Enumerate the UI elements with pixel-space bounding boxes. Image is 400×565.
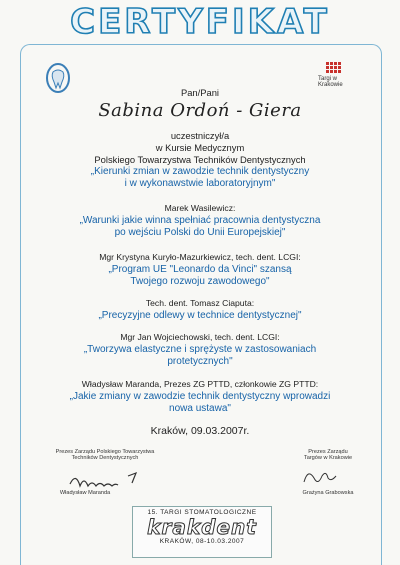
course-title-line-2: i w wykonawstwie laboratoryjnym" xyxy=(124,178,276,189)
course-title-line-1: „Kierunki zmian w zawodzie technik dentystyczny xyxy=(90,166,310,177)
lecture-speaker: Mgr Krystyna Kuryło-Mazurkiewicz, tech. dent. LCGI: xyxy=(99,252,301,262)
right-signature xyxy=(300,466,350,488)
lecture-title: „Jakie zmiany w zawodzie technik dentystyczny wprowadzi xyxy=(69,391,331,402)
lecture-title: protetycznych" xyxy=(167,356,233,367)
right-signatory-name: Grażyna Grabowska xyxy=(302,490,354,496)
left-role-line-2: Techników Dentystycznych xyxy=(71,455,139,462)
lecture-title: nowa ustawa" xyxy=(169,403,231,414)
right-role-line-1: Prezes Zarządu xyxy=(308,449,348,455)
left-signature xyxy=(68,470,148,492)
right-role-line-2: Targów w Krakowie xyxy=(303,455,353,462)
krakdent-banner xyxy=(132,506,272,558)
lecture-title: „Program UE "Leonardo da Vinci" szansą xyxy=(108,264,292,275)
lecture-speaker: Władysław Maranda, Prezes ZG PTTD, członkowie ZG PTTD: xyxy=(81,379,319,389)
targi-logo-text: Targi w Krakowie xyxy=(318,76,343,88)
certificate-title: CERTYFIKAT xyxy=(70,2,330,42)
issue-date: Kraków, 09.03.2007r. xyxy=(150,425,250,437)
krakdent-logo-text: krakdent xyxy=(147,515,257,539)
participant-name: Sabina Ordoń - Giera xyxy=(98,100,302,121)
salutation: Pan/Pani xyxy=(180,87,220,98)
left-role-line-1: Prezes Zarządu Polskiego Towarzystwa xyxy=(55,449,155,455)
left-signatory-role xyxy=(40,449,170,462)
lecture-speaker: Mgr Jan Wojciechowski, tech. dent. LCGI: xyxy=(120,332,280,342)
banner-event-line: 15. TARGI STOMATOLOGICZNE xyxy=(147,509,257,516)
course-line: w Kursie Medycznym xyxy=(155,142,245,153)
lecture-speaker: Marek Wasilewicz: xyxy=(164,203,236,213)
society-name: Polskiego Towarzystwa Techników Dentystycznych xyxy=(94,154,306,165)
lecture-title: po wejściu Polski do Unii Europejskiej" xyxy=(114,227,286,238)
left-signatory-name: Władysław Maranda xyxy=(59,490,111,496)
targi-w-krakowie-logo xyxy=(318,62,358,88)
participation-text: uczestniczył/a xyxy=(170,130,230,141)
lecture-title: „Tworzywa elastyczne i sprężyste w zastosowaniach xyxy=(83,344,317,355)
banner-date-line: KRAKÓW, 08-10.03.2007 xyxy=(159,538,245,545)
lecture-speaker: Tech. dent. Tomasz Ciaputa: xyxy=(145,298,255,308)
right-signatory-role xyxy=(288,449,368,462)
lecture-title: „Warunki jakie winna spełniać pracownia dentystyczna xyxy=(79,215,321,226)
lecture-title: Twojego rozwoju zawodowego" xyxy=(130,276,270,287)
lecture-title: „Precyzyjne odlewy w technice dentystycznej" xyxy=(98,310,302,321)
